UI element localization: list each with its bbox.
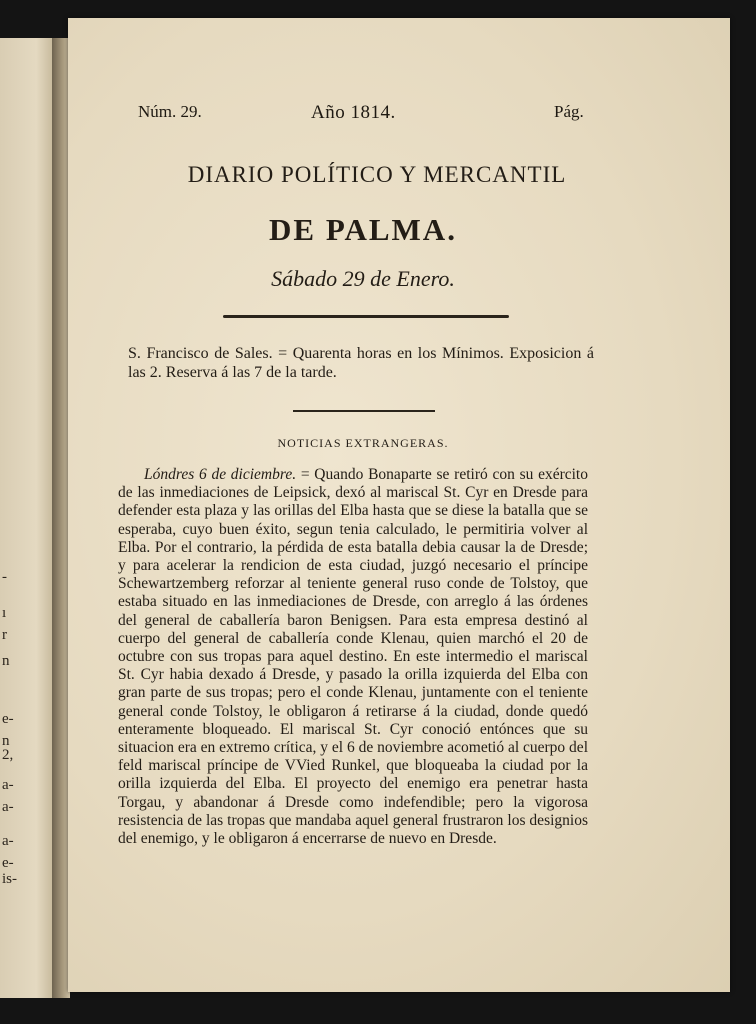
facing-page-text-fragment: - (2, 569, 7, 585)
facing-page-text-fragment: a- (2, 799, 14, 815)
masthead-title-line1: DIARIO POLÍTICO Y MERCANTIL (187, 162, 567, 187)
facing-page-text-fragment: n (2, 653, 10, 669)
article-text: Quando Bonaparte se retiró con su exército de las inmediaciones de Leipsick, dexó al mariscal St. Cyr en Dresde para defender esta plaza y las orillas del Elba hasta que se diese la batalla que se esperaba, cuyo buen éxito, segun tenia calculado, le permitiria volver al Elba. Por el contrario, la pérdida de esta batalla debia causar la de Dresde; y para acelerar la rendicion de esta ciudad, juzgó necesario el príncipe Schewartzemberg reforzar al teniente general ruso conde de Tolstoy, que estaba situado en las inmediaciones de Dresde, con arreglo á las órdenes del general de caballería baron Benigsen. Para esta empresa destinó al cuerpo del general de caballería conde Klenau, quien marchó el 20 de octubre con sus tropas para aquel destino. En este intermedio el mariscal St. Cyr habia dexado á Dresde, y pasado la orilla izquierda del Elba con gran parte de sus tropas; pero el conde Klenau, juntamente con el teniente general conde Tolstoy, le obligaron á retirarse á la ciudad, donde quedó enteramente bloqueado. El mariscal St. Cyr conoció entónces que su situacion era en extremo crítica, y el 6 de noviembre acometió al cuerpo del feld mariscal príncipe de VVied Runkel, que bloqueaba la ciudad por la orilla izquierda del Elba. El proyecto del enemigo era penetrar hasta Torgau, y abandonar á Dresde como indefendible; pero la vigorosa resistencia de las tropas que mandaba aquel general frustraron los designios del enemigo, y le obligaron á encerrarse de nuevo en Dresde. (118, 466, 588, 848)
facing-page-text-fragment: e- (2, 711, 14, 727)
article-dateline: Lóndres 6 de diciembre. (144, 466, 297, 483)
issue-year: Año 1814. (311, 102, 396, 123)
facing-page-text-fragment: is- (2, 871, 17, 887)
dateline-separator: = (296, 466, 315, 483)
article-body (118, 466, 588, 848)
facing-page-fragment (0, 38, 52, 998)
facing-page-text-fragment: e- (2, 855, 14, 871)
facing-page-text-fragment: n (2, 733, 10, 749)
masthead-title-line2: DE PALMA. (269, 212, 457, 247)
religious-notice: S. Francisco de Sales. = Quarenta horas en los Mínimos. Exposicion á las 2. Reserva á las 7 de la tarde. (128, 345, 594, 381)
newspaper-page (68, 18, 730, 992)
masthead-rule (223, 315, 509, 318)
section-rule (293, 410, 435, 412)
page-label: Pág. (554, 102, 584, 121)
facing-page-text-fragment: r (2, 627, 7, 643)
section-heading: NOTICIAS EXTRANGERAS. (277, 436, 449, 450)
facing-page-text-fragment: a- (2, 833, 14, 849)
issue-number: Núm. 29. (138, 102, 202, 121)
facing-page-text-fragment: 2, (2, 747, 14, 763)
facing-page-text-fragment: a- (2, 777, 14, 793)
issue-date: Sábado 29 de Enero. (271, 266, 455, 291)
facing-page-text-fragment: ı (2, 605, 7, 621)
